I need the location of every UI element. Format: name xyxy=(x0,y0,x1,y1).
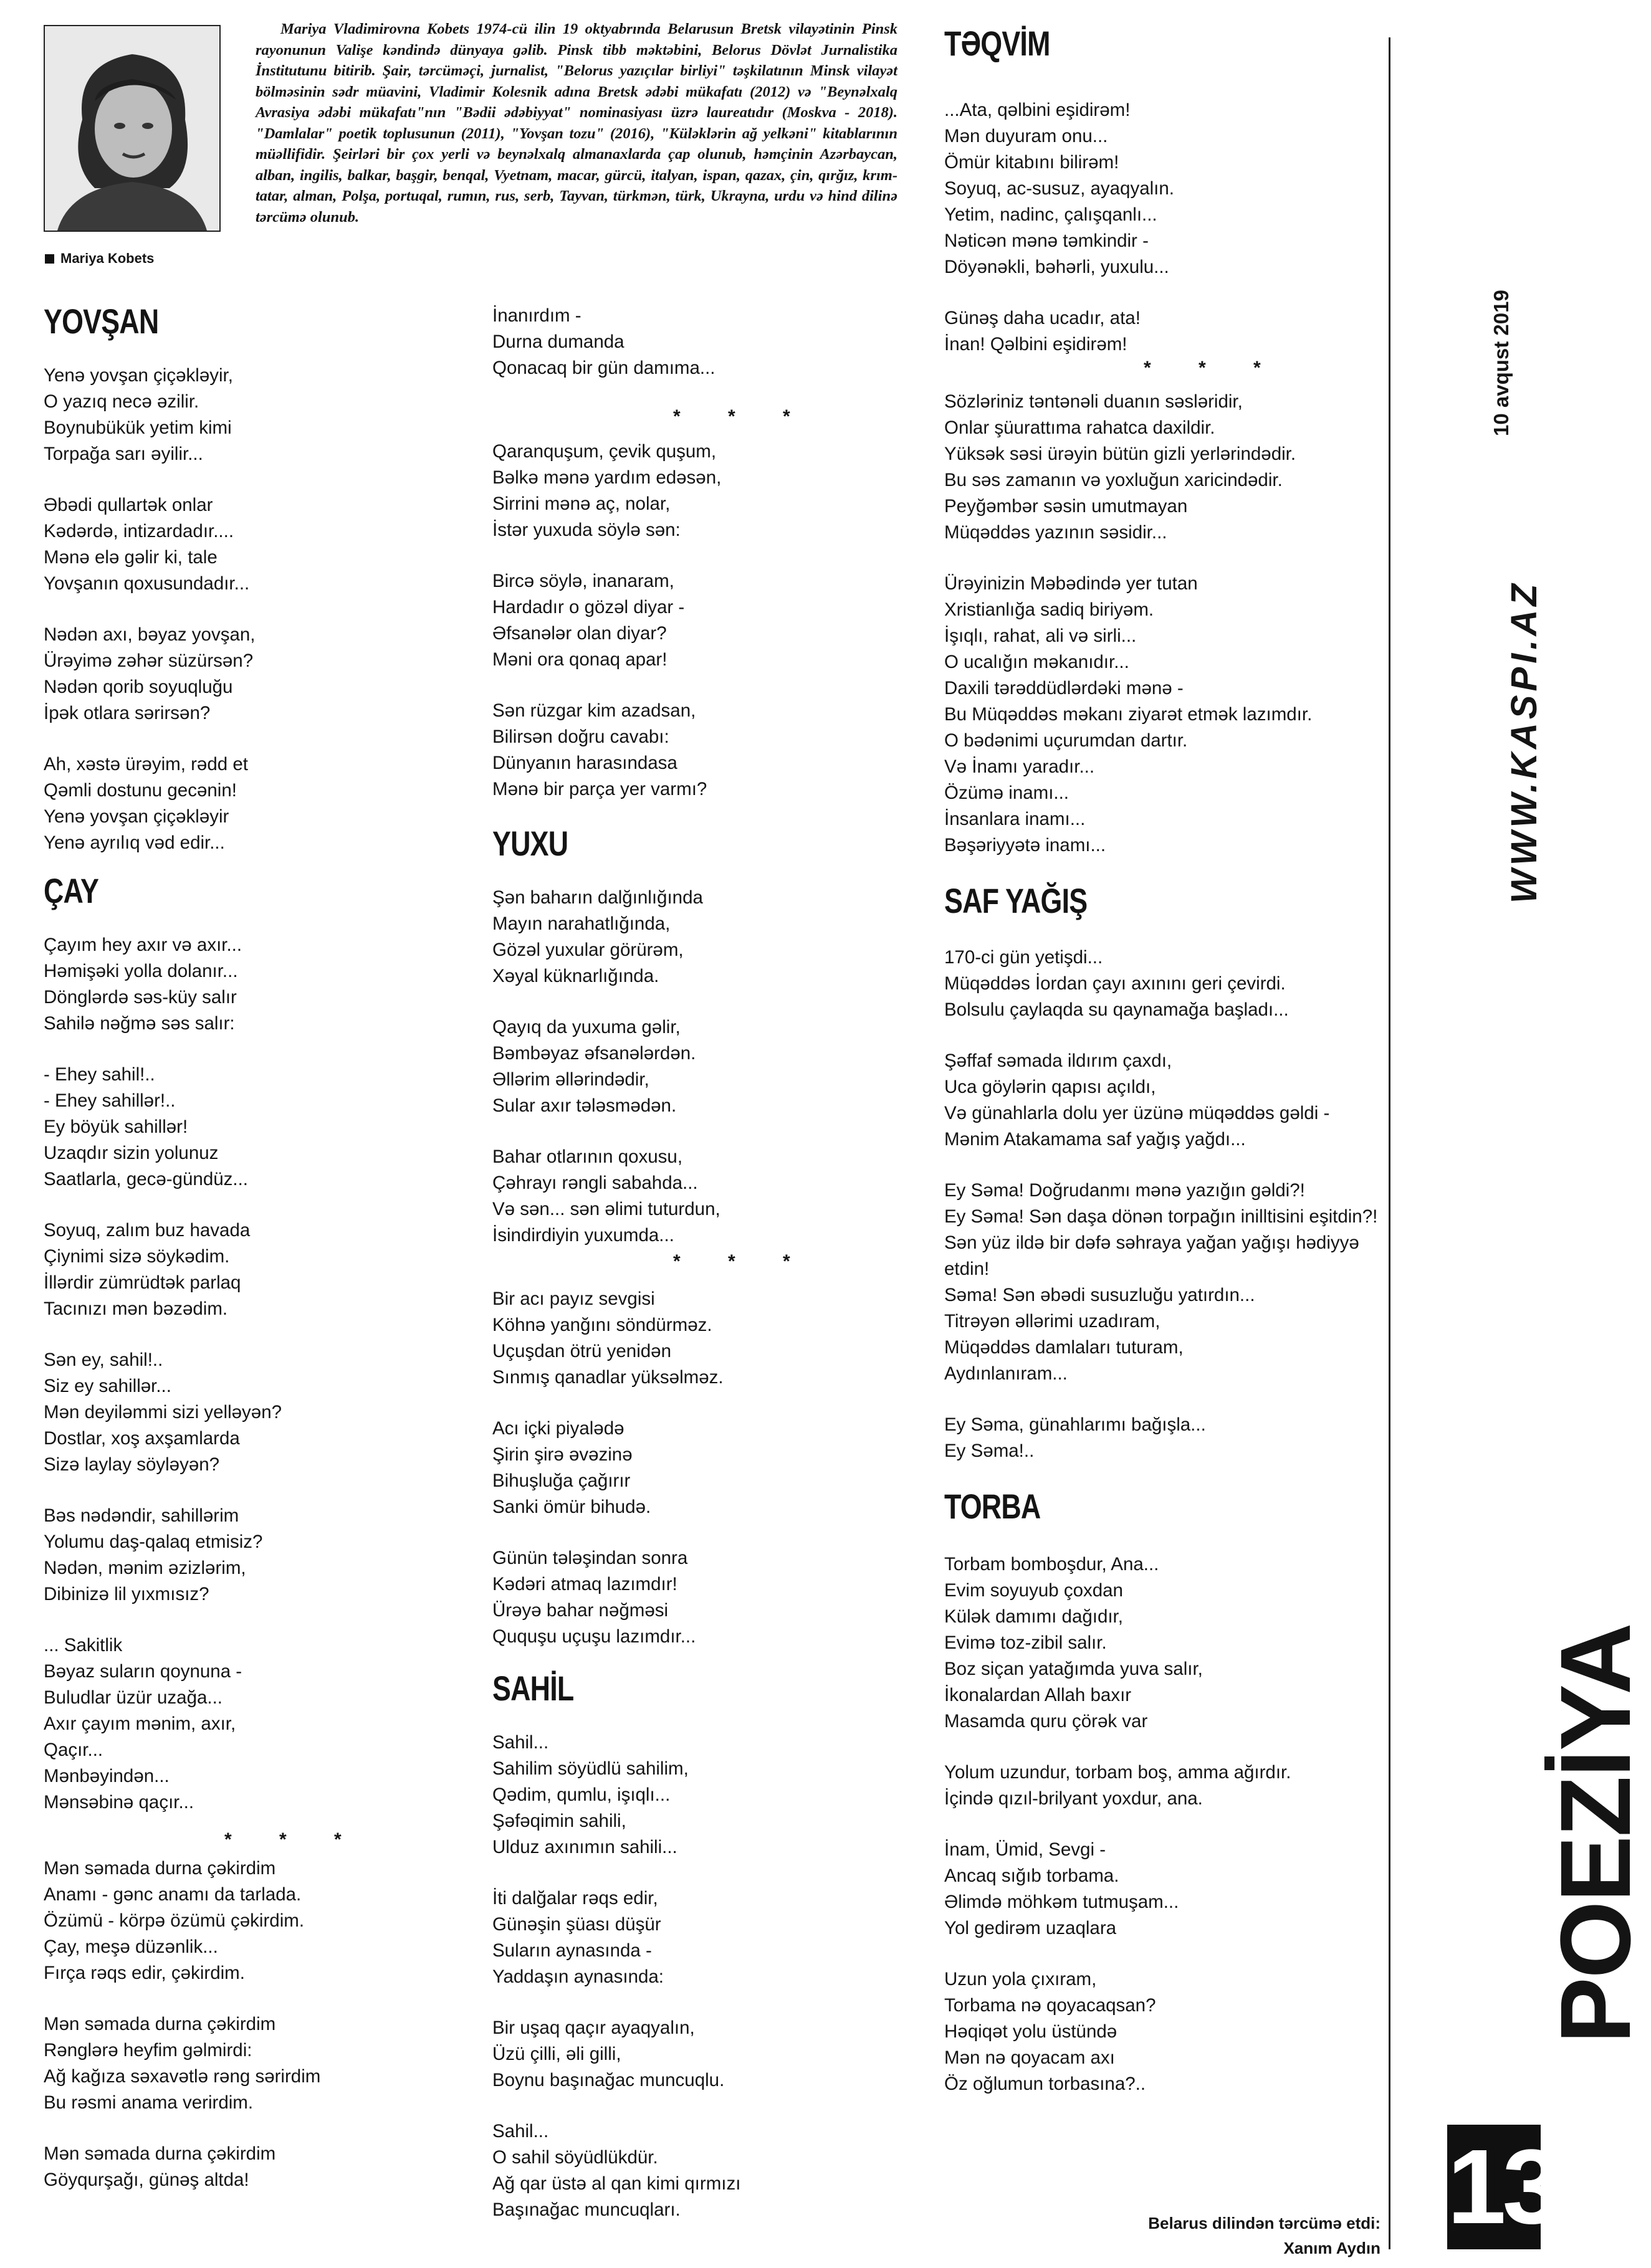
poem-yovshan xyxy=(44,363,467,856)
poem-line: Yol gedirəm uzaqlara xyxy=(944,1918,1117,1938)
stanza xyxy=(492,1416,891,1520)
credit-line-2: Xanım Aydın xyxy=(1283,2239,1381,2257)
poem-line: Həmişəki yolla dolanır... xyxy=(44,961,238,981)
stanza xyxy=(492,698,891,803)
poem-title-torba: TORBA xyxy=(944,1487,1041,1526)
poem-line: Yenə ayrılıq vəd edir... xyxy=(44,832,225,853)
poem-line: Dünyanın harasındasa xyxy=(492,753,677,773)
poem-line: Peyğəmbər səsin umutmayan xyxy=(944,496,1188,517)
website-url: WWW.KASPI.AZ xyxy=(1504,580,1544,903)
poem-line: Torbam bomboşdur, Ana... xyxy=(944,1554,1159,1575)
poem-line: Bəmbəyaz əfsanələrdən. xyxy=(492,1043,696,1064)
poem-line: Sular axır tələsmədən. xyxy=(492,1095,677,1116)
poem-line: Ürəyimə zəhər süzürsən? xyxy=(44,650,254,671)
poem-title-yovshan: YOVŞAN xyxy=(44,302,159,341)
poem-line: Hardadır o gözəl diyar - xyxy=(492,597,685,617)
poem-line: Ürəyə bahar nəğməsi xyxy=(492,1600,669,1621)
stanza xyxy=(492,303,891,381)
issue-date: 10 avqust 2019 xyxy=(1490,290,1513,436)
poem-line: Mən səmada durna çəkirdim xyxy=(44,2014,276,2034)
poem-line: Başınağac muncuqları. xyxy=(492,2199,681,2220)
poem-line: Titrəyən əllərimi uzadıram, xyxy=(944,1311,1160,1332)
poem-line: Sahil... xyxy=(492,1732,549,1753)
poem-line: ...Ata, qəlbini eşidirəm! xyxy=(944,100,1131,120)
poem-line: Aydınlanıram... xyxy=(944,1363,1068,1384)
stanza xyxy=(944,1048,1381,1153)
poem-line: Sahilə nəğmə səs salır: xyxy=(44,1013,235,1034)
stars-separator: * * * xyxy=(224,1829,363,1850)
poem-line: Sən rüzgar kim azadsan, xyxy=(492,700,696,721)
poem-line: Əfsanələr olan diyar? xyxy=(492,623,667,644)
poem-line: Yenə yovşan çiçəkləyir, xyxy=(44,365,233,386)
stanza xyxy=(492,1144,891,1249)
poem-line: Bihuşluğa çağırır xyxy=(492,1470,631,1491)
poem-line: Torpağa sarı əyilir... xyxy=(44,444,203,464)
stanza xyxy=(944,1178,1381,1387)
stanza xyxy=(944,1551,1381,1735)
poem-line: Buludlar üzür uzağa... xyxy=(44,1687,223,1708)
poem-line: Siz ey sahillər... xyxy=(44,1376,171,1396)
poem-sahil xyxy=(492,1730,891,2223)
poem-durna xyxy=(44,1856,467,2193)
poem-line: Xəyal küknarlığında. xyxy=(492,966,659,986)
stanza xyxy=(44,1347,467,1478)
poem-line: O ucalığın məkanıdır... xyxy=(944,652,1129,672)
poem-line: Qədim, qumlu, işıqlı... xyxy=(492,1784,671,1805)
poem-line: Müqəddəs İordan çayı axınını geri çevirdi. xyxy=(944,973,1286,994)
poem-line: Sirrini mənə aç, nolar, xyxy=(492,493,671,514)
poem-line: Bu Müqəddəs məkanı ziyarət etmək lazımdır. xyxy=(944,704,1313,725)
column-2 xyxy=(492,303,891,2223)
poem-line: Səma! Sən əbədi susuzluğu yatırdın... xyxy=(944,1285,1255,1305)
stanza xyxy=(492,1545,891,1650)
author-portrait-icon xyxy=(45,26,219,231)
poem-line: Sözləriniz təntənəli duanın səsləridir, xyxy=(944,391,1243,412)
caption-text: Mariya Kobets xyxy=(60,250,155,266)
poem-torba xyxy=(944,1551,1381,2097)
poem-line: Çiynimi sizə söykədim. xyxy=(44,1246,230,1267)
poem-line: İti dalğalar rəqs edir, xyxy=(492,1888,658,1908)
poem-line: Mən duyuram onu... xyxy=(944,126,1108,146)
poem-line: İnan! Qəlbini eşidirəm! xyxy=(944,334,1127,355)
poem-line: Nədən qorib soyuqluğu xyxy=(44,677,233,697)
poem-line: Daxili tərəddüdlərdəki mənə - xyxy=(944,678,1184,698)
stanza xyxy=(44,1217,467,1322)
poem-line: Ağ qar üstə al qan kimi qırmızı xyxy=(492,2173,741,2194)
poem-line: Özümə inamı... xyxy=(944,783,1070,803)
poem-line: Göyqurşağı, günəş altda! xyxy=(44,2170,249,2190)
translator-credit xyxy=(1148,2211,1381,2261)
poem-line: Ey böyük sahillər! xyxy=(44,1117,188,1137)
poem-line: Uzaqdır sizin yolunuz xyxy=(44,1143,219,1163)
poem-line: Soyuq, ac-susuz, ayaqyalın. xyxy=(944,178,1174,199)
poem-line: Uca göylərin qapısı açıldı, xyxy=(944,1077,1156,1097)
stanza xyxy=(492,2015,891,2094)
poem-title-teqvim: TƏQVİM xyxy=(944,24,1050,63)
poem-line: Köhnə yanğını söndürməz. xyxy=(492,1315,712,1335)
photo-caption xyxy=(45,250,154,267)
poem-line: ... Sakitlik xyxy=(44,1635,123,1656)
stanza xyxy=(44,492,467,597)
poem-line: Ey Səma! Doğrudanmı mənə yazığın gəldi?! xyxy=(944,1180,1305,1201)
poem-line: Nədən axı, bəyaz yovşan, xyxy=(44,624,256,645)
poem-line: İnsanlara inamı... xyxy=(944,809,1086,829)
poem-line: Qaranquşum, çevik quşum, xyxy=(492,441,717,462)
stanza xyxy=(44,751,467,856)
stanza xyxy=(944,1760,1381,1812)
poem-qaranqush xyxy=(492,439,891,803)
poem-line: Ancaq sığıb torbama. xyxy=(944,1865,1119,1886)
poem-line: 170-ci gün yetişdi... xyxy=(944,947,1103,968)
poem-line: Masamda quru çörək var xyxy=(944,1711,1148,1732)
stanza xyxy=(492,2118,891,2223)
poem-teqvim xyxy=(944,97,1381,358)
poem-line: Nədən, mənim əzizlərim, xyxy=(44,1558,246,1578)
poem-line: Axır çayım mənim, axır, xyxy=(44,1713,236,1734)
stars-separator: * * * xyxy=(673,1251,811,1272)
poem-line: Bəşəriyyətə inamı... xyxy=(944,835,1106,855)
stanza xyxy=(44,622,467,727)
poem-line: Şən baharın dalğınlığında xyxy=(492,887,703,908)
stars-separator: * * * xyxy=(1144,358,1282,378)
section-title: POEZİYA xyxy=(1539,1624,1651,2044)
poem-line: Yenə yovşan çiçəkləyir xyxy=(44,806,229,827)
poem-line: İkonalardan Allah baxır xyxy=(944,1685,1132,1705)
poem-line: Çəhrayı rəngli sabahda... xyxy=(492,1173,698,1193)
poem-line: - Ehey sahil!.. xyxy=(44,1064,155,1085)
stanza xyxy=(492,885,891,989)
poem-line: İstər yuxuda söylə sən: xyxy=(492,520,681,540)
poem-line: İpək otlara sərirsən? xyxy=(44,703,211,723)
sidebar-divider xyxy=(1389,37,1390,2249)
poem-line: Və İnamı yaradır... xyxy=(944,756,1095,777)
poem-line: Xristianlığa sadiq biriyəm. xyxy=(944,599,1154,620)
poem-line: Sahilim söyüdlü sahilim, xyxy=(492,1758,689,1779)
poem-line: Torbama nə qoyacaqsan? xyxy=(944,1995,1156,2016)
poem-line: Bahar otlarının qoxusu, xyxy=(492,1146,683,1167)
poem-line: Yolum uzundur, torbam boş, amma ağırdır. xyxy=(944,1762,1291,1783)
stanza xyxy=(944,945,1381,1023)
poem-line: Durna dumanda xyxy=(492,331,625,352)
poem-line: Mənə elə gəlir ki, tale xyxy=(44,547,218,568)
poem-line: Gözəl yuxular görürəm, xyxy=(492,940,684,960)
stanza xyxy=(492,1730,891,1861)
poem-line: Döyənəkli, bəhərli, yuxulu... xyxy=(944,257,1169,277)
poem-line: Mən səmada durna çəkirdim xyxy=(44,2143,276,2164)
poem-line: Günün tələşindan sonra xyxy=(492,1548,688,1568)
column-1 xyxy=(44,304,467,2193)
poem-line: Boynubükük yetim kimi xyxy=(44,417,232,438)
poem-line: Ah, xəstə ürəyim, rədd et xyxy=(44,754,248,774)
poem-title-safyagis: SAF YAĞIŞ xyxy=(944,881,1088,920)
poem-line: Öz oğlumun torbasına?.. xyxy=(944,2074,1146,2094)
poem-line: Əbədi qullartək onlar xyxy=(44,495,213,515)
poem-line: İnanırdım - xyxy=(492,305,581,326)
author-photo xyxy=(44,25,221,232)
poem-line: Kədəri atmaq lazımdır! xyxy=(492,1574,677,1594)
poem-line: Bircə söylə, inanaram, xyxy=(492,571,674,591)
stanza xyxy=(944,1412,1381,1464)
poem-line: Sahil... xyxy=(492,2121,549,2142)
poem-line: Qayıq da yuxuma gəlir, xyxy=(492,1017,681,1037)
poem-line: Ququşu uçuşu lazımdır... xyxy=(492,1626,696,1647)
stanza xyxy=(944,305,1381,358)
poem-payiz xyxy=(492,1286,891,1650)
credit-line-1: Belarus dilindən tərcümə etdi: xyxy=(1148,2214,1381,2232)
stanza xyxy=(944,97,1381,280)
poem-line: Mən deyiləmmi sizi yelləyən? xyxy=(44,1402,282,1422)
stanza xyxy=(944,389,1381,546)
poem-line: Yüksək səsi ürəyin bütün gizli yerlərindədir. xyxy=(944,444,1296,464)
poem-line: Qaçır... xyxy=(44,1740,103,1760)
column-3 xyxy=(944,26,1381,2097)
poem-title-yuxu: YUXU xyxy=(492,824,568,863)
poem-line: Dibinizə lil yıxmısız? xyxy=(44,1584,209,1604)
stars-separator: * * * xyxy=(673,406,811,427)
stanza xyxy=(944,1966,1381,2097)
poem-line: Yovşanın qoxusundadır... xyxy=(44,573,250,594)
poem-line: Qonacaq bir gün damıma... xyxy=(492,358,715,378)
poem-line: O sahil söyüdlükdür. xyxy=(492,2147,658,2168)
poem-line: Sən yüz ildə bir dəfə səhraya yağan yağışı hədiyyə etdin! xyxy=(944,1232,1359,1279)
poem-line: Ey Səma!.. xyxy=(944,1441,1035,1461)
poem-line: Şəfəqimin sahili, xyxy=(492,1811,626,1831)
poem-line: Mənə bir parça yer varmı? xyxy=(492,779,707,799)
poem-line: İçində qızıl-brilyant yoxdur, ana. xyxy=(944,1788,1203,1809)
page-number: 13 xyxy=(1447,2125,1541,2249)
stanza xyxy=(492,1014,891,1119)
poem-line: Şəffaf səmada ildırım çaxdı, xyxy=(944,1051,1172,1071)
poem-line: Özümü - körpə özümü çəkirdim. xyxy=(44,1910,305,1931)
poem-line: Nəticən mənə təmkindir - xyxy=(944,231,1149,251)
poem-line: Bu səs zamanın və yoxluğun xaricindədir. xyxy=(944,470,1283,490)
poem-line: Sanki ömür bihudə. xyxy=(492,1497,651,1517)
poem-line: Mən nə qoyacam axı xyxy=(944,2047,1115,2068)
poem-line: Boynu başınağac muncuqlu. xyxy=(492,2070,725,2090)
poem-line: Bilirsən doğru cavabı: xyxy=(492,727,669,747)
poem-line: Rənglərə heyfim gəlmirdi: xyxy=(44,2040,252,2061)
poem-line: Həqiqət yolu üstündə xyxy=(944,2021,1117,2042)
poem-line: Ürəyinizin Məbədində yer tutan xyxy=(944,573,1198,594)
poem-line: Saatlarla, gecə-gündüz... xyxy=(44,1169,248,1189)
poem-line: Dönglərdə səs-küy salır xyxy=(44,987,237,1008)
poem-line: Mayın narahatlığında, xyxy=(492,913,671,934)
stanza xyxy=(44,1503,467,1608)
poem-line: Acı içki piyalədə xyxy=(492,1418,625,1439)
poem-line: Bəs nədəndir, sahillərim xyxy=(44,1505,239,1526)
poem-line: Və günahlarla dolu yer üzünə müqəddəs gəldi - xyxy=(944,1103,1330,1123)
poem-title-sahil: SAHİL xyxy=(492,1669,574,1708)
poem-line: O yazıq necə əzilir. xyxy=(44,391,199,412)
poem-line: Yaddaşın aynasında: xyxy=(492,1966,664,1987)
poem-line: Ağ kağıza səxavətlə rəng sərirdim xyxy=(44,2066,321,2087)
poem-line: Çayım hey axır və axır... xyxy=(44,935,242,955)
poem-line: Tacınızı mən bəzədim. xyxy=(44,1298,228,1319)
poem-line: İllərdir zümrüdtək parlaq xyxy=(44,1272,241,1293)
poem-line: Əllərim əllərindədir, xyxy=(492,1069,649,1090)
stanza xyxy=(44,363,467,467)
poem-line: Ey Səma! Sən daşa dönən torpağın inilltisini eşitdin?! xyxy=(944,1206,1378,1227)
poem-line: Üzü çilli, əli gilli, xyxy=(492,2044,621,2064)
poem-line: Ömür kitabını bilirəm! xyxy=(944,152,1119,173)
poem-line: Bir uşaq qaçır ayaqyalın, xyxy=(492,2018,695,2038)
poem-line: Yolumu daş-qalaq etmisiz? xyxy=(44,1532,263,1552)
poem-line: Anamı - gənc anamı da tarlada. xyxy=(44,1884,302,1905)
stanza xyxy=(492,1286,891,1391)
poem-line: Bolsulu çaylaqda su qaynamağa başladı... xyxy=(944,999,1289,1020)
stanza xyxy=(944,571,1381,859)
stanza xyxy=(944,1837,1381,1942)
poem-line: Əlimdə möhkəm tutmuşam... xyxy=(944,1892,1179,1912)
poem-line: Müqəddəs yazının səsidir... xyxy=(944,522,1167,543)
poem-line: Bu rəsmi anama verirdim. xyxy=(44,2092,254,2113)
poem-line: Bir acı payız sevgisi xyxy=(492,1289,655,1309)
stanza xyxy=(44,1856,467,1986)
poem-line: Mənbəyindən... xyxy=(44,1766,170,1786)
poem-line: İnam, Ümid, Sevgi - xyxy=(944,1839,1106,1860)
stanza xyxy=(492,1885,891,1990)
stanza xyxy=(44,1632,467,1816)
poem-line: Ey Səma, günahlarımı bağışla... xyxy=(944,1414,1206,1435)
poem-yuxu xyxy=(492,885,891,1249)
poem-line: Yetim, nadinc, çalışqanlı... xyxy=(944,204,1157,225)
poem-line: İşıqlı, rahat, ali və sirli... xyxy=(944,626,1137,646)
stanza xyxy=(492,568,891,673)
poem-continuation xyxy=(492,303,891,381)
poem-line: Qəmli dostunu gecənin! xyxy=(44,780,237,801)
poem-line: İsindirdiyin yuxumda... xyxy=(492,1225,674,1246)
poem-line: Uçuşdan ötrü yenidən xyxy=(492,1341,671,1361)
poem-line: Evim soyuyub çoxdan xyxy=(944,1580,1123,1601)
poem-line: Çay, meşə düzənlik... xyxy=(44,1937,218,1957)
stanza xyxy=(44,2011,467,2116)
poem-line: Günəşin şüası düşür xyxy=(492,1914,661,1935)
poem-line: Sınmış qanadlar yüksəlməz. xyxy=(492,1367,724,1388)
poem-line: Evimə toz-zibil salır. xyxy=(944,1632,1107,1653)
stanza xyxy=(44,2141,467,2193)
stanza xyxy=(44,932,467,1037)
poem-line: Şirin şirə əvəzinə xyxy=(492,1444,633,1465)
poem-line: Ulduz axınımın sahili... xyxy=(492,1837,677,1857)
poem-line: Sizə laylay söyləyən? xyxy=(44,1454,220,1475)
poem-line: Onlar şüurattıma rahatca daxildir. xyxy=(944,417,1215,438)
poem-line: Sən ey, sahil!.. xyxy=(44,1350,163,1370)
poem-line: - Ehey sahillər!.. xyxy=(44,1090,176,1111)
poem-safyagis xyxy=(944,945,1381,1464)
poem-line: Məni ora qonaq apar! xyxy=(492,649,668,670)
poem-chay xyxy=(44,932,467,1816)
author-bio: Mariya Vladimirovna Kobets 1974-cü ilin 19 oktyabrında Belarusun Bretsk vilayətinin Pinsk rayonunun Valişe kəndində dünyaya gəlib. Pinsk tibb məktəbini, Belorus Dövlət Jurnalistika İnstitutunu bitirib. Şair, tərcüməçi, jurnalist, "Belorus yazıçılar birliyi" təşkilatının Minsk vilayət bölməsinin sədr müavini, Vladimir Kolesnik adına Bretsk ədəbi mükafatı (2012) və "Beynəlxalq Avrasiya ədəbi mükafatı"nın "Bədii ədəbiyyat" nominasiyası üzrə laureatıdır (Moskva - 2018). "Damlalar" poetik toplusunun (2011), "Yovşan tozu" (2016), "Küləklərin ağ yelkəni" kitablarının müəllifidir. Şeirləri bir çox yerli və beynəlxalq almanaxlarda çap olunub, həmçinin Azərbaycan, alban, ingilis, balkar, başgir, benqal, Vyetnam, macar, gürcü, italyan, ispan, qazax, çin, qırğız, krım-tatar, alman, Polşa, portuqal, rumın, rus, serb, Tayvan, türkmən, türk, Ukrayna, urdu və hind dilinə tərcümə olunub. xyxy=(256,21,897,226)
poem-line: Suların aynasında - xyxy=(492,1940,652,1961)
poem-line: Boz siçan yatağımda yuva salır, xyxy=(944,1659,1203,1679)
stanza xyxy=(492,439,891,543)
poem-line: Və sən... sən əlimi tuturdun, xyxy=(492,1199,720,1219)
poem-sozler xyxy=(944,389,1381,859)
poem-line: Uzun yola çıxıram, xyxy=(944,1969,1097,1989)
poem-line: Soyuq, zalım buz havada xyxy=(44,1220,251,1241)
poem-line: Mənsəbinə qaçır... xyxy=(44,1792,194,1813)
poem-title-chay: ÇAY xyxy=(44,871,99,910)
poem-line: Bəyaz suların qoynuna - xyxy=(44,1661,242,1682)
poem-line: Külək damımı dağıdır, xyxy=(944,1606,1123,1627)
stanza xyxy=(44,1062,467,1193)
poem-line: O bədənimi uçurumdan dartır. xyxy=(944,730,1188,751)
poem-line: Mənim Atakamama saf yağış yağdı... xyxy=(944,1129,1246,1150)
caption-square-icon xyxy=(45,254,54,264)
poem-line: Kədərdə, intizardadır.... xyxy=(44,521,234,541)
poem-line: Müqəddəs damlaları tuturam, xyxy=(944,1337,1184,1358)
poem-line: Günəş daha ucadır, ata! xyxy=(944,308,1141,328)
poem-line: Mən səmada durna çəkirdim xyxy=(44,1858,276,1879)
poem-line: Dostlar, xoş axşamlarda xyxy=(44,1428,240,1449)
poem-line: Bəlkə mənə yardım edəsən, xyxy=(492,467,722,488)
poem-line: Fırça rəqs edir, çəkirdim. xyxy=(44,1963,245,1983)
